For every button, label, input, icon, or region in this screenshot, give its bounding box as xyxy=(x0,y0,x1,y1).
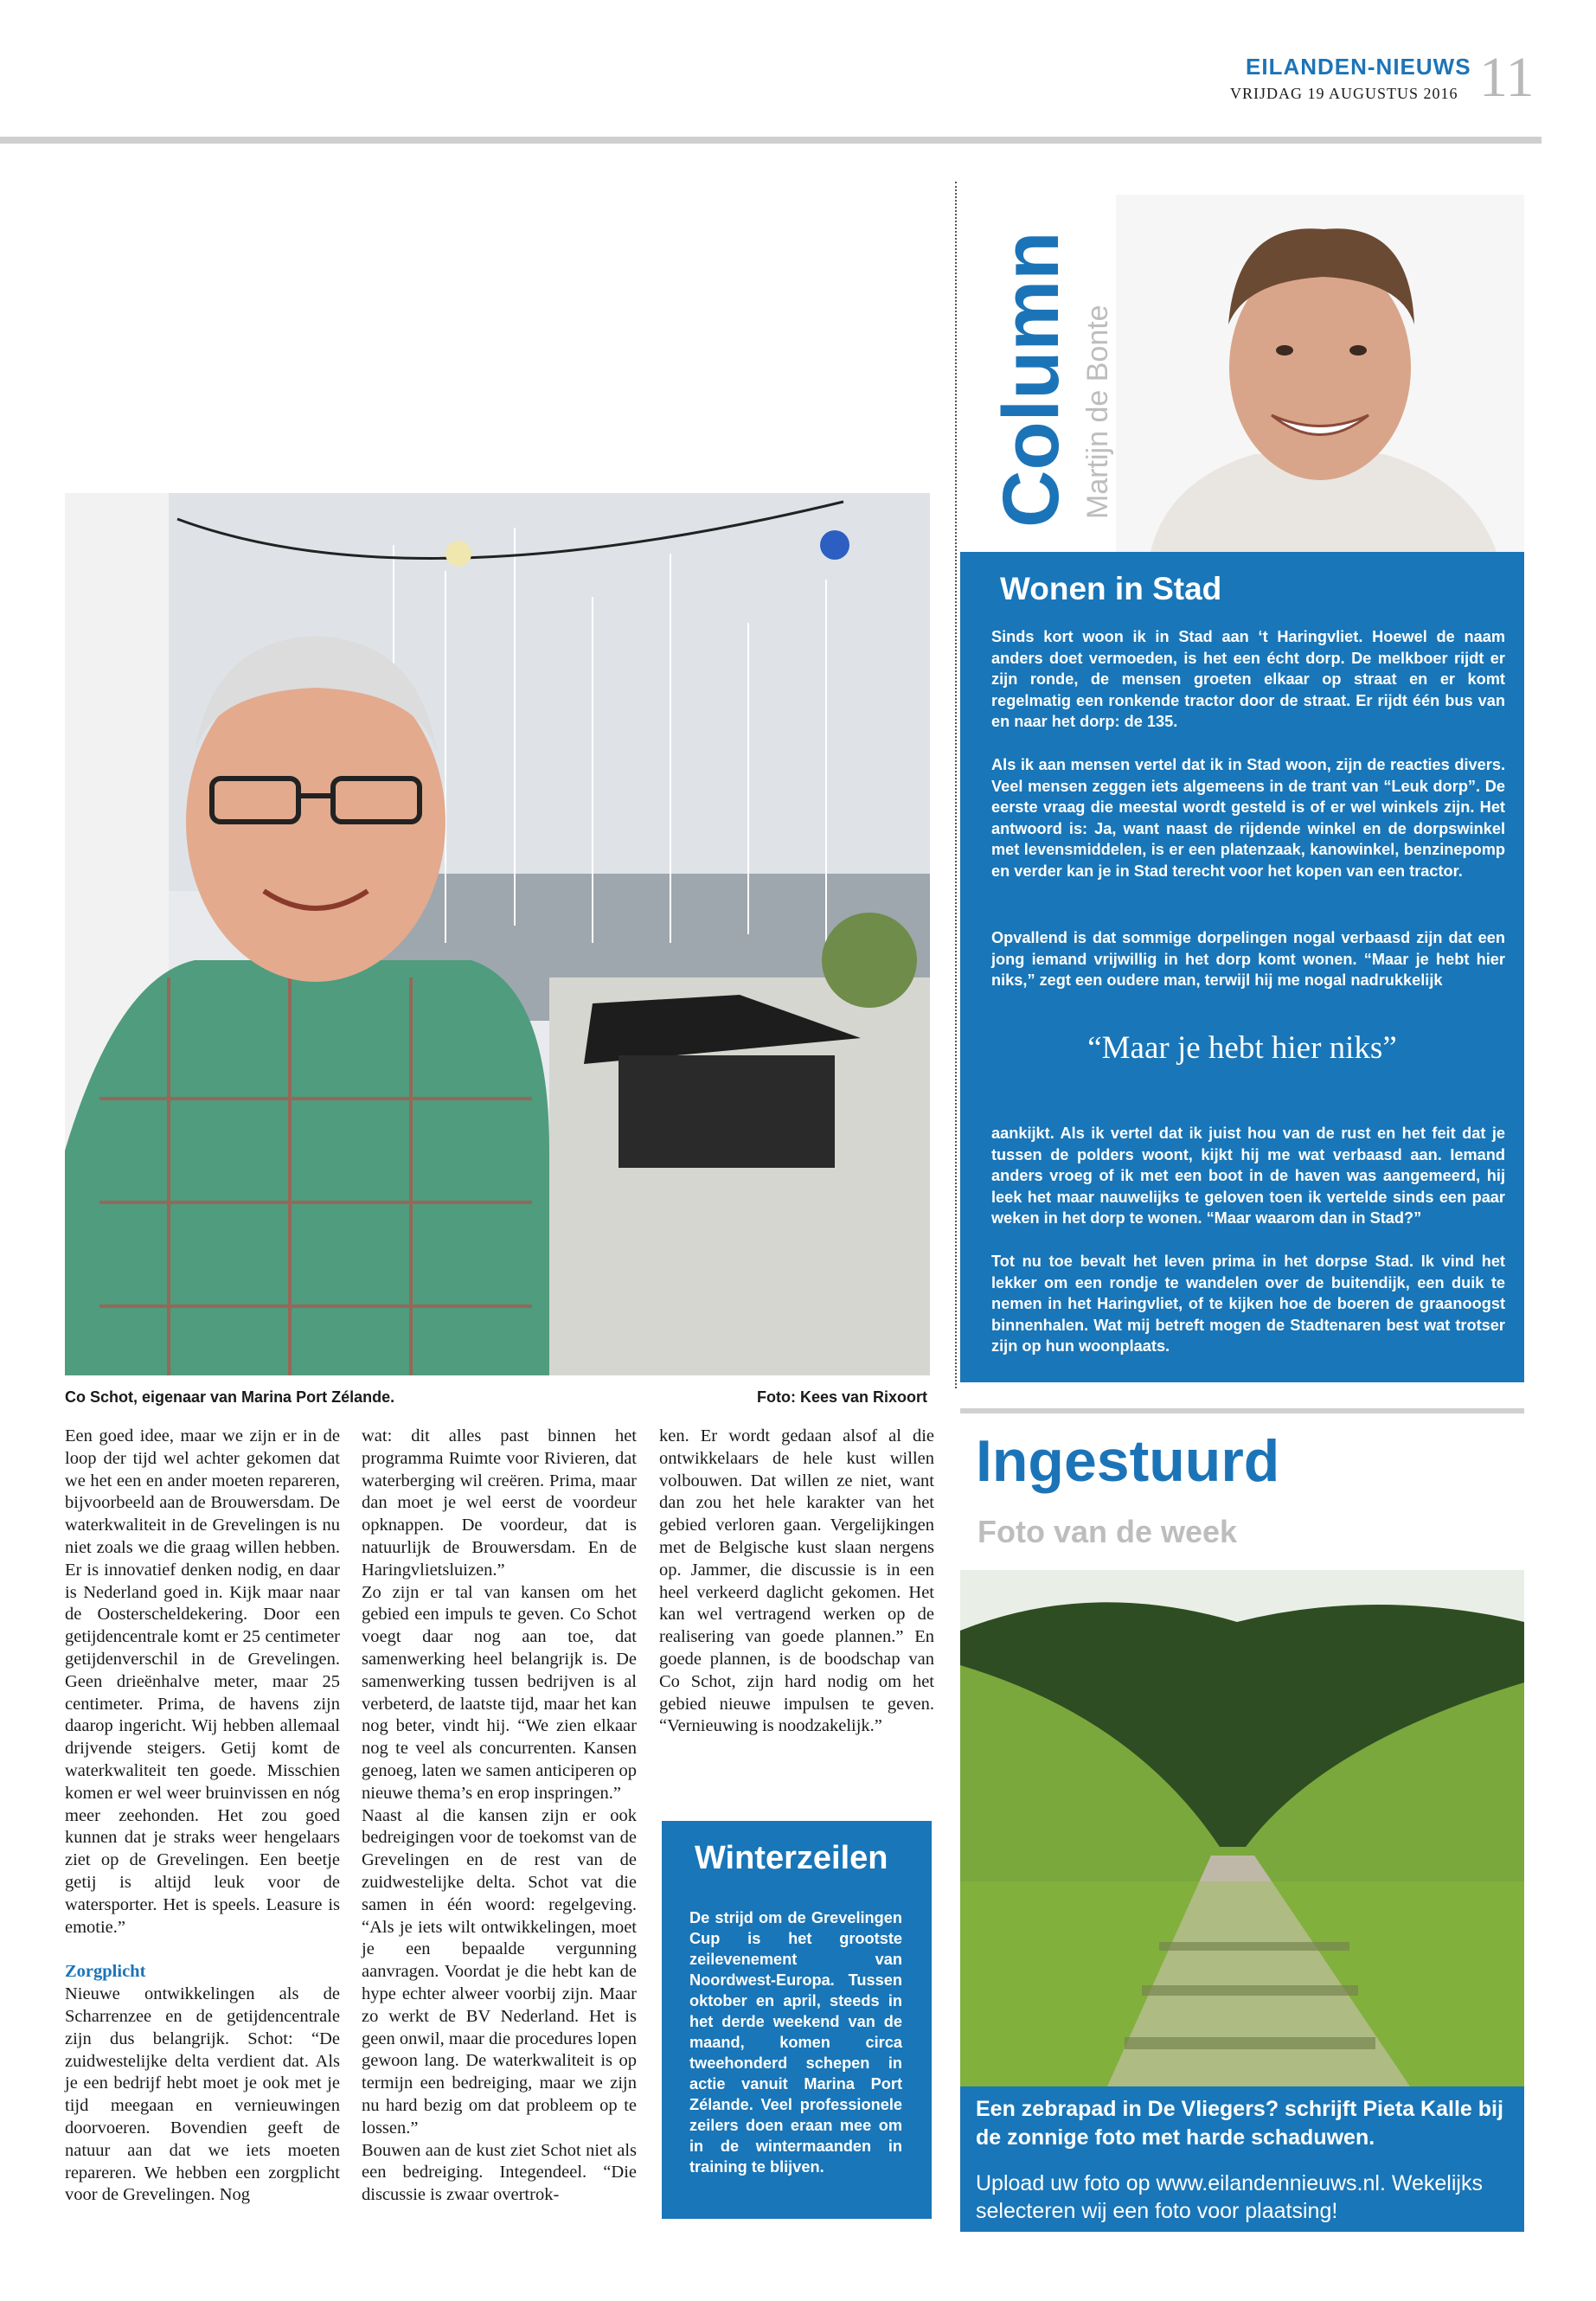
column-paragraph-2: Als ik aan mensen vertel dat ik in Stad woon, zijn de reacties divers. Veel mensen zeggen iets algemeens in de trant van “Leuk dorp”. De eerste vraag die meestal wordt gesteld is of er wel winkels zijn. Het antwoord is: Ja, want naast de rijdende winkel en de dorpswinkel met levensmiddelen, is er een platenzaak, kanowinkel, benzinepomp en verder kan je in Stad terecht voor het kopen van een tractor. xyxy=(991,756,1505,880)
column-label: Column xyxy=(987,231,1075,528)
ingestuurd-subtitle: Foto van de week xyxy=(977,1514,1238,1549)
article-column-3 xyxy=(659,1426,934,1738)
article-col1-text: Een goed idee, maar we zijn er in de loop der tijd wel achter gekomen dat we het een en ander moeten repareren, bijvoorbeeld aan de Brouwersdam. De waterkwaliteit in de Grevelingen is nu niet zoals we die graag willen hebben. Er is innovatief denken nodig, en daar is Nederland goed in. Kijk maar naar de Oosterscheldekering. Door een getijdencentrale komt er 25 centimeter getijdenverschil in de Grevelingen. Geen drieënhalve meter, maar 25 centimeter. Prima, de havens zijn daarop ingericht. Wij hebben allemaal drijvende steigers. Getij komt de waterkwaliteit ten goede. Misschien komen er wel weer bruinvissen en nóg meer zeehonden. Het zou goed kunnen dat je straks weer hengelaars ziet op de Grevelingen. Een beetje getij is altijd leuk voor de watersporter. Het is speels. Leasure is emotie.” xyxy=(65,1426,340,1937)
photo-credit: Foto: Kees van Rixoort xyxy=(757,1388,928,1406)
article-col2c-text: Naast al die kansen zijn er ook bedreigingen voor de toekomst van de Grevelingen en de rest van de zuidwestelijke delta. Schot vat die samen in één woord: regelgeving. “Als je iets wilt ontwikkelingen, moet je een bepaalde vergunning aanvragen. Voordat je die hebt kan de hype echter alweer voorbij zijn. Maar zo werkt de BV Nederland. Het is geen onwil, maar die procedures lopen gewoon lang. De waterkwaliteit is op termijn een bedreiging, maar we zijn nu hard bezig om dat probleem op te lossen.” xyxy=(362,1805,637,2138)
article-column-2 xyxy=(362,1426,637,2207)
article-subhead: Zorgplicht xyxy=(65,1962,146,1982)
column-title: Wonen in Stad xyxy=(1000,571,1222,606)
pull-quote: “Maar je hebt hier niks” xyxy=(1087,1030,1397,1066)
column-paragraph-3: Opvallend is dat sommige dorpelingen nogal verbaasd zijn dat een jong iemand vrijwillig in het dorp komt wonen. “Maar je hebt hier niks,” zegt een oudere man, terwijl hij me nogal nadrukkelijk xyxy=(991,929,1505,990)
issue-date: VRIJDAG 19 AUGUSTUS 2016 xyxy=(1230,85,1458,102)
article-col1b-text: Nieuwe ontwikkelingen als de Scharrenzee en de getijdencentrale zijn dus belangrijk. Schot: “De zuidwestelijke delta verdient dat. Als je een bedrijf hebt moet je ook met je tijd meegaan en vernieuwingen doorvoeren. Bovendien geeft de natuur aan dat we iets moeten repareren. We hebben een zorgplicht voor de Grevelingen. Nog xyxy=(65,1984,340,2205)
article-col2a-text: wat: dit alles past binnen het programma Ruimte voor Rivieren, dat waterberging wil creëren. Prima, maar dan moet je wel eerst de voordeur opknappen. De voordeur, dat is natuurlijk de Brouwersdam. En de Haringvlietsluizen.” xyxy=(362,1426,637,1580)
author-portrait xyxy=(1116,195,1524,552)
ingestuurd-box xyxy=(960,2086,1524,2232)
article-col2d-text: Bouwen aan de kust ziet Schot niet als een bedreiging. Integendeel. “Die discussie is zwaar overtrok- xyxy=(362,2140,637,2205)
winterzeilen-title: Winterzeilen xyxy=(695,1840,888,1876)
ingestuurd-title: Ingestuurd xyxy=(976,1428,1280,1494)
masthead-brand: EILANDEN-NIEUWS xyxy=(1246,54,1471,80)
column-paragraph-4: aankijkt. Als ik vertel dat ik juist hou van de rust en het feit dat je tussen de polders woont, kijkt hij me wat verbaasd aan. Iemand anders vroeg of ik met een boot in de haven was aangemeerd, hij leek het maar nauwelijks te geloven toen ik vertelde sinds een paar weken in het dorp te wonen. “Maar waarom dan in Stad?” xyxy=(991,1125,1505,1227)
column-box xyxy=(960,552,1524,1382)
marina-photo xyxy=(65,493,930,1375)
column-paragraph-1: Sinds kort woon ik in Stad aan ‘t Haringvliet. Hoewel de naam anders doet vermoeden, is het een écht dorp. De melkboer rijdt er zijn ronde, de mensen groeten elkaar op straat en er komt regelmatig een ronkende tractor door de straat. Er rijdt één bus van en naar het dorp: de 135. xyxy=(991,628,1505,731)
ingestuurd-rule xyxy=(960,1408,1524,1413)
header-rule xyxy=(0,137,1542,144)
column-author: Martijn de Bonte xyxy=(1081,304,1114,519)
winterzeilen-text: De strijd om de Grevelingen Cup is het grootste zeilevenement van Noordwest-Europa. Tussen oktober en april, steeds in het derde weekend van de maand, komen circa tweehonderd schepen in actie vanuit Marina Port Zélande. Veel professionele zeilers doen eraan mee om in de wintermaanden in training te blijven. xyxy=(689,1909,902,2176)
column-divider xyxy=(955,182,957,1388)
week-photo xyxy=(960,1570,1524,2086)
ingestuurd-note: Upload uw foto op www.eilandennieuws.nl. Wekelijks selecteren wij een foto voor plaatsing! xyxy=(976,2171,1483,2223)
winterzeilen-box xyxy=(662,1821,932,2219)
article-col2b-text: Zo zijn er tal van kansen om het gebied een impuls te geven. Co Schot voegt daar nog aan toe, dat samenwerking heel belangrijk is. De samenwerking tussen bedrijven is al verbeterd, de laatste tijd, maar het kan nog beter, vindt hij. “We zien elkaar nog te veel als concurrenten. Kansen genoeg, laten we samen anticiperen op nieuwe thema’s en erop inspringen.” xyxy=(362,1582,637,1803)
page-number: 11 xyxy=(1479,46,1535,109)
photo-caption: Co Schot, eigenaar van Marina Port Zélande. xyxy=(65,1388,395,1406)
article-col3-text: ken. Er wordt gedaan alsof al die ontwikkelaars de hele kust willen volbouwen. Dat willen ze niet, want dan zou het hele karakter van het gebied verloren gaan. Vergelijkingen met de Belgische kust slaan nergens op. Jammer, die discussie is in een heel verkeerd daglicht gekomen. Het kan wel vertragend werken op de realisering van goede plannen.” En goede plannen, is de boodschap van Co Schot, zijn hard nodig om het gebied nieuwe impulsen te geven. “Vernieuwing is noodzakelijk.” xyxy=(659,1426,934,1736)
column-paragraph-5: Tot nu toe bevalt het leven prima in het dorpse Stad. Ik vind het lekker om een rondje te wandelen over de buitendijk, een duik te nemen in het Haringvliet, of te kijken hoe de boeren de graanoogst binnenhalen. Wat mij betreft mogen de Stadtenaren best wat trotser zijn op hun woonplaats. xyxy=(991,1253,1505,1356)
ingestuurd-caption: Een zebrapad in De Vliegers? schrijft Pieta Kalle bij de zonnige foto met harde schaduwen. xyxy=(976,2097,1503,2150)
article-column-1 xyxy=(65,1426,340,2207)
